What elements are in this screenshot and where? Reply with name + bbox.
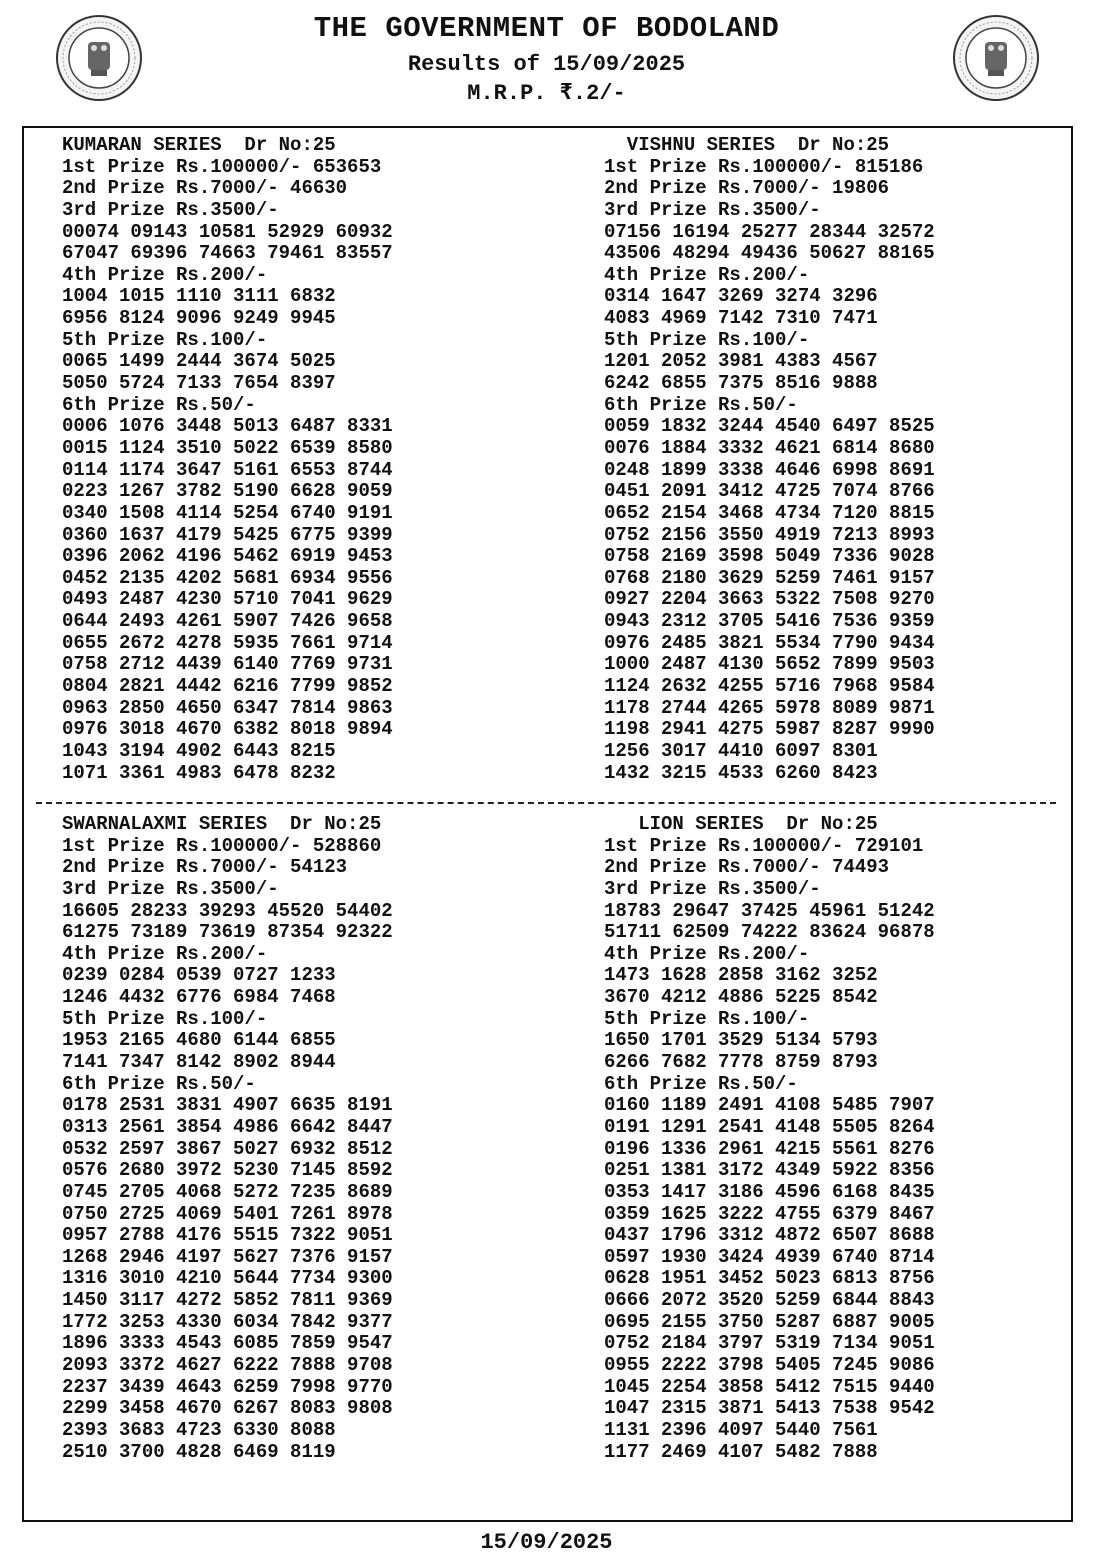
sixth-prize-row: 1316 3010 4210 5644 7734 9300 bbox=[62, 1267, 393, 1290]
third-prize-label: 3rd Prize Rs.3500/- bbox=[62, 198, 279, 221]
sixth-prize-row: 0652 2154 3468 4734 7120 8815 bbox=[604, 501, 935, 524]
third-prize-label: 3rd Prize Rs.3500/- bbox=[604, 198, 821, 221]
third-prize-label: 3rd Prize Rs.3500/- bbox=[604, 877, 821, 900]
page-title: THE GOVERNMENT OF BODOLAND bbox=[313, 12, 780, 45]
footer-date: 15/09/2025 bbox=[480, 1530, 613, 1555]
series-block bbox=[604, 135, 935, 784]
fourth-prize-label: 4th Prize Rs.200/- bbox=[62, 263, 268, 286]
fourth-prize-row: 1473 1628 2858 3162 3252 bbox=[604, 964, 878, 987]
sixth-prize-label: 6th Prize Rs.50/- bbox=[604, 393, 798, 416]
sixth-prize-row: 0976 3018 4670 6382 8018 9894 bbox=[62, 718, 393, 741]
fourth-prize-label: 4th Prize Rs.200/- bbox=[604, 942, 810, 965]
third-prize-row: 43506 48294 49436 50627 88165 bbox=[604, 242, 935, 265]
second-prize-line: 2nd Prize Rs.7000/- 19806 bbox=[604, 177, 890, 200]
section-divider bbox=[36, 802, 1056, 804]
fourth-prize-row: 4083 4969 7142 7310 7471 bbox=[604, 307, 878, 330]
sixth-prize-row: 0758 2169 3598 5049 7336 9028 bbox=[604, 545, 935, 568]
sixth-prize-row: 0353 1417 3186 4596 6168 8435 bbox=[604, 1180, 935, 1203]
fourth-prize-row: 1246 4432 6776 6984 7468 bbox=[62, 986, 336, 1009]
sixth-prize-row: 0963 2850 4650 6347 7814 9863 bbox=[62, 696, 393, 719]
sixth-prize-row: 2237 3439 4643 6259 7998 9770 bbox=[62, 1375, 393, 1398]
third-prize-row: 00074 09143 10581 52929 60932 bbox=[62, 220, 393, 243]
sixth-prize-row: 0644 2493 4261 5907 7426 9658 bbox=[62, 610, 393, 633]
sixth-prize-row: 1432 3215 4533 6260 8423 bbox=[604, 761, 878, 784]
sixth-prize-row: 1256 3017 4410 6097 8301 bbox=[604, 739, 878, 762]
sixth-prize-row: 0666 2072 3520 5259 6844 8843 bbox=[604, 1289, 935, 1312]
sixth-prize-row: 0768 2180 3629 5259 7461 9157 bbox=[604, 566, 935, 589]
sixth-prize-row: 1131 2396 4097 5440 7561 bbox=[604, 1418, 878, 1441]
sixth-prize-row: 0532 2597 3867 5027 6932 8512 bbox=[62, 1137, 393, 1160]
sixth-prize-row: 1896 3333 4543 6085 7859 9547 bbox=[62, 1332, 393, 1355]
third-prize-row: 16605 28233 39293 45520 54402 bbox=[62, 899, 393, 922]
results-date: Results of 15/09/2025 bbox=[407, 52, 686, 77]
sixth-prize-row: 0076 1884 3332 4621 6814 8680 bbox=[604, 436, 935, 459]
fourth-prize-row: 0239 0284 0539 0727 1233 bbox=[62, 964, 336, 987]
third-prize-row: 61275 73189 73619 87354 92322 bbox=[62, 921, 393, 944]
sixth-prize-row: 1000 2487 4130 5652 7899 9503 bbox=[604, 653, 935, 676]
sixth-prize-row: 1124 2632 4255 5716 7968 9584 bbox=[604, 675, 935, 698]
sixth-prize-row: 0059 1832 3244 4540 6497 8525 bbox=[604, 415, 935, 438]
third-prize-label: 3rd Prize Rs.3500/- bbox=[62, 877, 279, 900]
sixth-prize-row: 0006 1076 3448 5013 6487 8331 bbox=[62, 415, 393, 438]
fourth-prize-row: 0314 1647 3269 3274 3296 bbox=[604, 285, 878, 308]
second-prize-line: 2nd Prize Rs.7000/- 74493 bbox=[604, 856, 890, 879]
sixth-prize-row: 1450 3117 4272 5852 7811 9369 bbox=[62, 1289, 393, 1312]
first-prize-line: 1st Prize Rs.100000/- 653653 bbox=[62, 155, 382, 178]
sixth-prize-row: 2093 3372 4627 6222 7888 9708 bbox=[62, 1354, 393, 1377]
fifth-prize-row: 1650 1701 3529 5134 5793 bbox=[604, 1029, 878, 1052]
first-prize-line: 1st Prize Rs.100000/- 729101 bbox=[604, 834, 924, 857]
sixth-prize-row: 0359 1625 3222 4755 6379 8467 bbox=[604, 1202, 935, 1225]
sixth-prize-row: 0451 2091 3412 4725 7074 8766 bbox=[604, 480, 935, 503]
sixth-prize-label: 6th Prize Rs.50/- bbox=[604, 1072, 798, 1095]
fifth-prize-row: 1201 2052 3981 4383 4567 bbox=[604, 350, 878, 373]
sixth-prize-row: 1198 2941 4275 5987 8287 9990 bbox=[604, 718, 935, 741]
second-prize-line: 2nd Prize Rs.7000/- 46630 bbox=[62, 177, 348, 200]
sixth-prize-label: 6th Prize Rs.50/- bbox=[62, 393, 256, 416]
second-prize-line: 2nd Prize Rs.7000/- 54123 bbox=[62, 856, 348, 879]
sixth-prize-row: 1043 3194 4902 6443 8215 bbox=[62, 739, 336, 762]
sixth-prize-row: 0340 1508 4114 5254 6740 9191 bbox=[62, 501, 393, 524]
sixth-prize-row: 0957 2788 4176 5515 7322 9051 bbox=[62, 1224, 393, 1247]
sixth-prize-row: 0248 1899 3338 4646 6998 8691 bbox=[604, 458, 935, 481]
fourth-prize-row: 6956 8124 9096 9249 9945 bbox=[62, 307, 336, 330]
sixth-prize-row: 2510 3700 4828 6469 8119 bbox=[62, 1440, 336, 1463]
sixth-prize-row: 0396 2062 4196 5462 6919 9453 bbox=[62, 545, 393, 568]
sixth-prize-row: 0160 1189 2491 4108 5485 7907 bbox=[604, 1094, 935, 1117]
first-prize-line: 1st Prize Rs.100000/- 815186 bbox=[604, 155, 924, 178]
sixth-prize-row: 1071 3361 4983 6478 8232 bbox=[62, 761, 336, 784]
sixth-prize-row: 0251 1381 3172 4349 5922 8356 bbox=[604, 1159, 935, 1182]
sixth-prize-row: 0752 2184 3797 5319 7134 9051 bbox=[604, 1332, 935, 1355]
fifth-prize-row: 7141 7347 8142 8902 8944 bbox=[62, 1051, 336, 1074]
sixth-prize-row: 0114 1174 3647 5161 6553 8744 bbox=[62, 458, 393, 481]
fourth-prize-label: 4th Prize Rs.200/- bbox=[604, 263, 810, 286]
fifth-prize-label: 5th Prize Rs.100/- bbox=[604, 1007, 810, 1030]
sixth-prize-row: 0493 2487 4230 5710 7041 9629 bbox=[62, 588, 393, 611]
series-block bbox=[604, 814, 935, 1463]
results-box bbox=[22, 126, 1073, 1522]
fourth-prize-label: 4th Prize Rs.200/- bbox=[62, 942, 268, 965]
sixth-prize-row: 0597 1930 3424 4939 6740 8714 bbox=[604, 1245, 935, 1268]
first-prize-line: 1st Prize Rs.100000/- 528860 bbox=[62, 834, 382, 857]
sixth-prize-row: 0178 2531 3831 4907 6635 8191 bbox=[62, 1094, 393, 1117]
sixth-prize-row: 2393 3683 4723 6330 8088 bbox=[62, 1418, 336, 1441]
fourth-prize-row: 1004 1015 1110 3111 6832 bbox=[62, 285, 336, 308]
header bbox=[0, 0, 1093, 125]
fourth-prize-row: 3670 4212 4886 5225 8542 bbox=[604, 986, 878, 1009]
sixth-prize-row: 0655 2672 4278 5935 7661 9714 bbox=[62, 631, 393, 654]
sixth-prize-row: 0695 2155 3750 5287 6887 9005 bbox=[604, 1310, 935, 1333]
sixth-prize-row: 1177 2469 4107 5482 7888 bbox=[604, 1440, 878, 1463]
sixth-prize-row: 0196 1336 2961 4215 5561 8276 bbox=[604, 1137, 935, 1160]
sixth-prize-row: 0745 2705 4068 5272 7235 8689 bbox=[62, 1180, 393, 1203]
third-prize-row: 51711 62509 74222 83624 96878 bbox=[604, 921, 935, 944]
third-prize-row: 18783 29647 37425 45961 51242 bbox=[604, 899, 935, 922]
sixth-prize-row: 0943 2312 3705 5416 7536 9359 bbox=[604, 610, 935, 633]
fifth-prize-row: 5050 5724 7133 7654 8397 bbox=[62, 372, 336, 395]
fifth-prize-row: 6242 6855 7375 8516 9888 bbox=[604, 372, 878, 395]
sixth-prize-row: 0191 1291 2541 4148 5505 8264 bbox=[604, 1115, 935, 1138]
sixth-prize-row: 0576 2680 3972 5230 7145 8592 bbox=[62, 1159, 393, 1182]
fifth-prize-row: 0065 1499 2444 3674 5025 bbox=[62, 350, 336, 373]
sixth-prize-row: 0437 1796 3312 4872 6507 8688 bbox=[604, 1224, 935, 1247]
sixth-prize-row: 0955 2222 3798 5405 7245 9086 bbox=[604, 1354, 935, 1377]
series-heading: LION SERIES Dr No:25 bbox=[604, 813, 878, 835]
series-heading: VISHNU SERIES Dr No:25 bbox=[604, 134, 890, 156]
sixth-prize-row: 0452 2135 4202 5681 6934 9556 bbox=[62, 566, 393, 589]
fifth-prize-label: 5th Prize Rs.100/- bbox=[62, 328, 268, 351]
series-heading: SWARNALAXMI SERIES Dr No:25 bbox=[62, 813, 382, 835]
third-prize-row: 67047 69396 74663 79461 83557 bbox=[62, 242, 393, 265]
sixth-prize-row: 0804 2821 4442 6216 7799 9852 bbox=[62, 675, 393, 698]
mrp-price: M.R.P. ₹.2/- bbox=[467, 81, 626, 106]
sixth-prize-row: 0927 2204 3663 5322 7508 9270 bbox=[604, 588, 935, 611]
fifth-prize-label: 5th Prize Rs.100/- bbox=[604, 328, 810, 351]
sixth-prize-row: 0015 1124 3510 5022 6539 8580 bbox=[62, 436, 393, 459]
sixth-prize-row: 1178 2744 4265 5978 8089 9871 bbox=[604, 696, 935, 719]
sixth-prize-row: 1268 2946 4197 5627 7376 9157 bbox=[62, 1245, 393, 1268]
sixth-prize-row: 0313 2561 3854 4986 6642 8447 bbox=[62, 1115, 393, 1138]
sixth-prize-row: 1045 2254 3858 5412 7515 9440 bbox=[604, 1375, 935, 1398]
fifth-prize-row: 1953 2165 4680 6144 6855 bbox=[62, 1029, 336, 1052]
series-block bbox=[62, 135, 393, 784]
sixth-prize-row: 1047 2315 3871 5413 7538 9542 bbox=[604, 1397, 935, 1420]
sixth-prize-label: 6th Prize Rs.50/- bbox=[62, 1072, 256, 1095]
sixth-prize-row: 0758 2712 4439 6140 7769 9731 bbox=[62, 653, 393, 676]
fifth-prize-row: 6266 7682 7778 8759 8793 bbox=[604, 1051, 878, 1074]
third-prize-row: 07156 16194 25277 28344 32572 bbox=[604, 220, 935, 243]
sixth-prize-row: 1772 3253 4330 6034 7842 9377 bbox=[62, 1310, 393, 1333]
sixth-prize-row: 0752 2156 3550 4919 7213 8993 bbox=[604, 523, 935, 546]
sixth-prize-row: 0223 1267 3782 5190 6628 9059 bbox=[62, 480, 393, 503]
sixth-prize-row: 0360 1637 4179 5425 6775 9399 bbox=[62, 523, 393, 546]
fifth-prize-label: 5th Prize Rs.100/- bbox=[62, 1007, 268, 1030]
sixth-prize-row: 0976 2485 3821 5534 7790 9434 bbox=[604, 631, 935, 654]
series-block bbox=[62, 814, 393, 1463]
series-heading: KUMARAN SERIES Dr No:25 bbox=[62, 134, 336, 156]
sixth-prize-row: 0628 1951 3452 5023 6813 8756 bbox=[604, 1267, 935, 1290]
sixth-prize-row: 2299 3458 4670 6267 8083 9808 bbox=[62, 1397, 393, 1420]
sixth-prize-row: 0750 2725 4069 5401 7261 8978 bbox=[62, 1202, 393, 1225]
